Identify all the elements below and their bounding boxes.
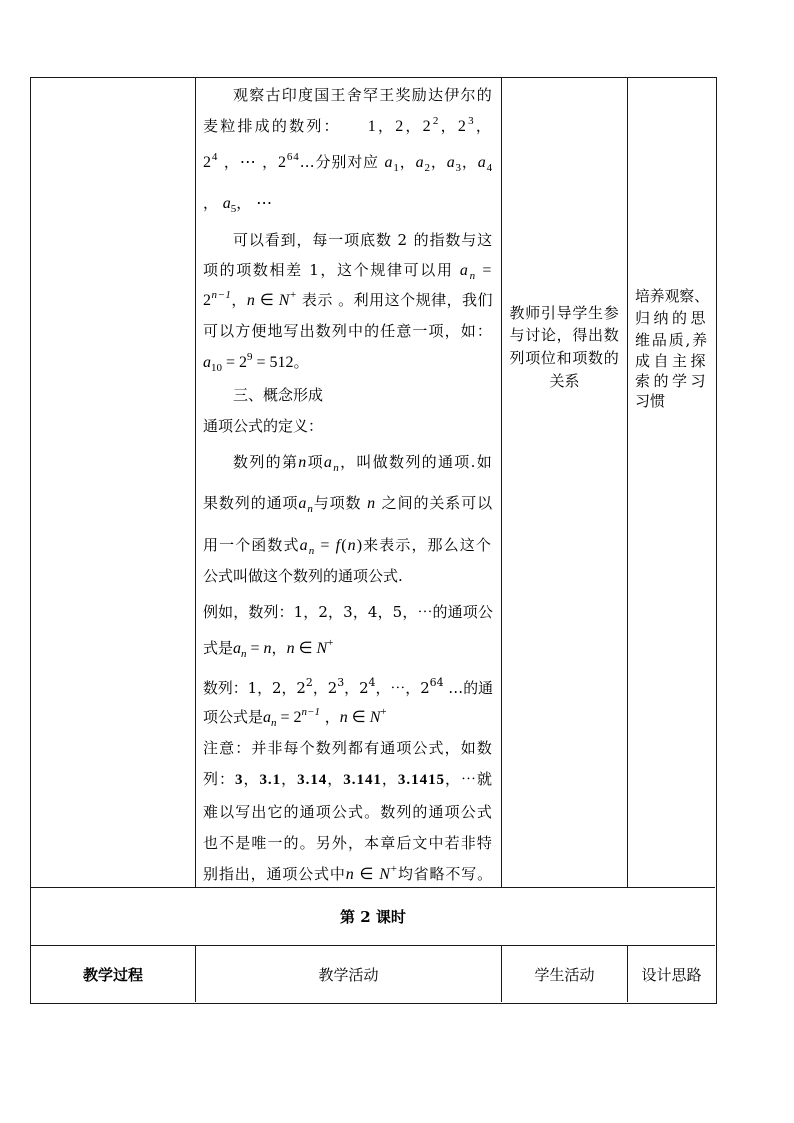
math-subscript: 3 — [455, 162, 462, 174]
text-run: 注意：并非每个数列都有通项公式，如数 — [203, 739, 493, 757]
text-run: 项公式是 — [203, 708, 264, 726]
text-run: ， — [319, 708, 340, 726]
activity-line — [203, 534, 492, 556]
math-variable: a — [263, 709, 272, 726]
math-symbol: ) — [356, 537, 364, 554]
text-run: 难以写出它的通项公式。数列的通项公式 — [203, 803, 493, 821]
math-subscript: n — [271, 717, 277, 729]
text-run: 表示 。利用这个规律，我们 — [296, 291, 494, 309]
activity-line — [203, 415, 323, 437]
header-activity: 教学活动 — [196, 946, 502, 1002]
math-symbol: ⋯ — [239, 154, 257, 171]
activity-line — [203, 737, 493, 759]
text-run: ，⋯，2 — [375, 679, 430, 697]
activity-line — [203, 677, 493, 699]
math-superscript: 2 — [432, 115, 441, 127]
design-rationale-line: 归纳的思 — [635, 309, 709, 327]
math-subscript: 2 — [424, 162, 431, 174]
activity-line — [203, 151, 493, 173]
activity-line — [203, 351, 309, 373]
math-subscript: 4 — [486, 162, 493, 174]
text-run: ， — [231, 291, 247, 309]
design-rationale-line: 成自主探 — [635, 352, 709, 370]
text-run: ，2 — [344, 679, 369, 697]
text-run: ， — [440, 117, 458, 135]
activity-line — [203, 863, 493, 885]
math-variable: N — [278, 292, 290, 309]
math-variable: a — [233, 640, 242, 657]
text-run: ， — [271, 639, 287, 657]
design-rationale-line: 培养观察、 — [635, 287, 709, 305]
math-superscript: 9 — [247, 351, 253, 363]
design-rationale-cell — [628, 78, 715, 888]
math-variable: n — [367, 495, 377, 512]
math-subscript: 5 — [230, 203, 237, 215]
lesson-plan-table — [30, 77, 717, 1004]
text-run: ， — [256, 153, 279, 171]
math-variable: a — [446, 154, 456, 171]
math-variable: n — [298, 454, 308, 471]
activity-line — [203, 601, 493, 623]
activity-line — [203, 565, 403, 587]
activity-line — [233, 84, 493, 106]
math-superscript: 64 — [286, 151, 300, 163]
text-run: 来表示，那么这个 — [363, 536, 492, 554]
math-symbol: 2 — [203, 292, 212, 309]
text-run: 通项公式的定义： — [203, 417, 324, 435]
student-activity-line — [502, 303, 627, 323]
text-run: 式是 — [203, 639, 234, 657]
math-variable: a — [323, 454, 334, 471]
math-symbol: 2 — [278, 154, 287, 171]
student-activity-line — [502, 371, 627, 391]
math-variable: a — [222, 195, 231, 212]
text-run: 可以看到，每一项底数 2 的指数与这 — [233, 231, 493, 249]
text-run: 公式叫做这个数列的通项公式. — [203, 567, 403, 585]
text-run: 例如，数列：1，2，3，4，5，⋯的通项公 — [203, 603, 493, 621]
bold-number: 3.141 — [343, 772, 382, 788]
text-run: 列： — [203, 770, 235, 788]
session-label: 第 2 课时 — [31, 888, 715, 946]
math-symbol: = — [315, 537, 336, 554]
math-superscript: + — [289, 289, 297, 301]
math-variable: n — [347, 537, 357, 554]
student-activity-line — [502, 325, 627, 345]
math-symbol: = — [476, 262, 494, 279]
activity-line — [203, 706, 387, 728]
math-superscript: + — [390, 863, 398, 875]
activity-line — [203, 801, 493, 823]
design-rationale-line: 维品质,养 — [635, 331, 709, 349]
text-run: 观察古印度国王舍罕王奖励达伊尔的 — [233, 86, 493, 104]
text-run: 与项数 — [313, 494, 368, 512]
math-variable: N — [379, 866, 391, 883]
text-run: 麦粒排成的数列： — [203, 117, 368, 135]
text-run: ， — [399, 153, 416, 171]
math-subscript: n — [241, 648, 247, 660]
math-subscript: n — [307, 503, 314, 515]
math-subscript: 1 — [393, 162, 400, 174]
process-cell — [31, 78, 196, 888]
math-symbol: ∈ — [294, 640, 317, 657]
math-superscript: n−1 — [301, 706, 320, 718]
activity-line — [203, 637, 333, 659]
math-variable: a — [459, 262, 470, 279]
activity-line — [203, 115, 493, 137]
header-student-activity: 学生活动 — [502, 946, 628, 1002]
text-run: ，⋯就 — [445, 770, 493, 788]
text-run: 也不是唯一的。另外，本章后文中若非特 — [203, 834, 493, 852]
math-symbol: 2 — [239, 354, 248, 371]
math-symbol: ∈ — [347, 709, 370, 726]
text-run: …的通 — [443, 679, 493, 697]
math-variable: a — [299, 537, 309, 554]
activity-line — [203, 259, 493, 281]
math-symbol: = — [276, 709, 294, 726]
activity-line — [203, 492, 493, 514]
text-run: ， — [281, 770, 298, 788]
math-variable: f — [335, 537, 342, 554]
text-run: 用一个函数式 — [203, 536, 300, 554]
activity-line — [203, 192, 272, 214]
activity-line — [203, 832, 493, 854]
math-symbol: 2 — [293, 709, 302, 726]
math-superscript: 2 — [305, 676, 313, 689]
math-variable: a — [384, 154, 394, 171]
text-run: ， — [203, 194, 223, 212]
activity-line — [203, 320, 493, 342]
math-superscript: 4 — [211, 151, 219, 163]
student-activity-text: 列项位和项数的 — [509, 349, 620, 367]
text-run: 三、概念形成 — [233, 386, 324, 404]
math-symbol: ∈ — [354, 866, 380, 883]
math-symbol: 2 — [203, 154, 212, 171]
text-run: 数列的第 — [233, 453, 299, 471]
activity-line — [233, 451, 493, 473]
student-activity-text: 关系 — [549, 372, 580, 390]
text-run: 项的项数相差 1，这个规律可以用 — [203, 261, 460, 279]
text-run: 数列：1，2，2 — [203, 679, 306, 697]
text-run: 。 — [293, 353, 309, 371]
text-run: ， — [475, 117, 494, 135]
math-variable: n — [286, 640, 295, 657]
header-process: 教学过程 — [31, 946, 196, 1002]
text-run: …分别对应 — [299, 153, 385, 171]
math-superscript: + — [327, 637, 334, 649]
math-symbol: = — [222, 354, 240, 371]
math-subscript: n — [333, 462, 341, 474]
text-run: 别指出，通项公式中 — [203, 865, 346, 883]
activity-line — [233, 384, 323, 406]
text-run: ， — [381, 770, 398, 788]
text-run: ， — [327, 770, 344, 788]
math-variable: n — [339, 709, 348, 726]
math-variable: a — [477, 154, 487, 171]
math-superscript: 3 — [468, 115, 476, 127]
text-run: ， — [405, 117, 423, 135]
text-run: 均省略不写。 — [397, 865, 493, 883]
math-symbol: ∈ — [255, 292, 279, 309]
math-variable: a — [298, 495, 308, 512]
student-activity-cell — [502, 78, 628, 888]
math-variable: n — [263, 640, 272, 657]
math-symbol: 2 — [422, 118, 433, 135]
activity-line — [203, 768, 493, 790]
math-variable: N — [369, 709, 381, 726]
text-run: ， — [236, 194, 257, 212]
activity-line — [233, 229, 493, 251]
math-subscript: n — [308, 545, 316, 557]
bold-number: 3 — [234, 772, 244, 788]
math-symbol: ⋯ — [256, 195, 273, 212]
text-run: 果数列的通项 — [203, 494, 299, 512]
math-superscript: 64 — [429, 676, 444, 689]
math-superscript: 3 — [337, 676, 345, 689]
math-variable: N — [316, 640, 328, 657]
math-subscript: n — [469, 270, 477, 282]
text-run: ， — [430, 153, 447, 171]
teaching-activity-cell — [196, 78, 502, 888]
math-variable: a — [415, 154, 425, 171]
text-run: ， — [377, 117, 396, 135]
text-run: ， — [218, 153, 240, 171]
math-subscript: 10 — [211, 362, 222, 374]
math-superscript: n−1 — [211, 289, 232, 301]
activity-line — [203, 289, 493, 311]
text-run: ， — [461, 153, 478, 171]
math-variable: n — [345, 866, 355, 883]
text-run: ，2 — [312, 679, 338, 697]
design-rationale-line: 习惯 — [635, 392, 666, 410]
bold-number: 3.1415 — [397, 772, 446, 788]
student-activity-text: 教师引导学生参 — [509, 304, 620, 322]
math-symbol: ( — [341, 537, 348, 554]
text-run: 可以方便地写出数列中的任意一项，如： — [203, 322, 493, 340]
math-superscript: 4 — [368, 676, 376, 689]
math-symbol: = — [246, 640, 264, 657]
math-symbol: = 512 — [252, 354, 294, 371]
math-variable: n — [246, 292, 256, 309]
math-variable: a — [203, 354, 211, 371]
math-symbol: 2 — [395, 118, 406, 135]
text-run: ， — [243, 770, 260, 788]
design-rationale-line: 索的学习 — [635, 372, 709, 390]
bold-number: 3.1 — [259, 772, 282, 788]
student-activity-text: 与讨论，得出数 — [509, 326, 620, 344]
text-run: 之间的关系可以 — [376, 494, 493, 512]
student-activity-line — [502, 348, 627, 368]
math-symbol: 1 — [367, 118, 378, 135]
math-symbol: 2 — [457, 118, 469, 135]
text-run: 项 — [307, 453, 324, 471]
text-run: ，叫做数列的通项.如 — [340, 453, 494, 471]
math-superscript: + — [380, 706, 387, 718]
header-design: 设计思路 — [641, 965, 702, 984]
bold-number: 3.14 — [297, 772, 328, 788]
